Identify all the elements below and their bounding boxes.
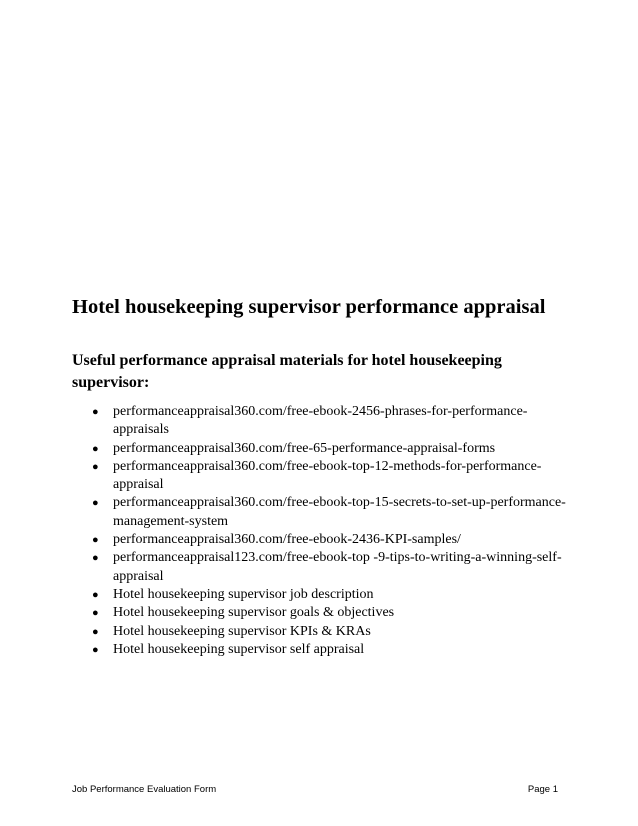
bullet-icon: ● bbox=[92, 607, 99, 620]
list-item[interactable] bbox=[92, 440, 572, 458]
bullet-icon: ● bbox=[92, 552, 99, 565]
bullet-icon: ● bbox=[92, 643, 99, 656]
list-item-text[interactable]: performanceappraisal123.com/free-ebook-top -9-tips-to-writing-a-winning-self-appraisal bbox=[113, 550, 562, 584]
bullet-icon: ● bbox=[92, 588, 99, 601]
list-item[interactable] bbox=[92, 458, 572, 495]
list-item-text[interactable]: performanceappraisal360.com/free-ebook-2436-KPI-samples/ bbox=[113, 532, 461, 548]
list-item bbox=[92, 604, 572, 622]
list-item[interactable] bbox=[92, 403, 572, 440]
list-item-text[interactable]: performanceappraisal360.com/free-ebook-top-12-methods-for-performance-appraisal bbox=[113, 458, 542, 493]
list-item-text[interactable]: performanceappraisal360.com/free-65-performance-appraisal-forms bbox=[113, 440, 496, 456]
list-item-text: Hotel housekeeping supervisor self appraisal bbox=[113, 641, 365, 657]
footer-document-name: Job Performance Evaluation Form bbox=[72, 784, 217, 795]
list-item-text: Hotel housekeeping supervisor goals & objectives bbox=[113, 605, 395, 621]
list-item bbox=[92, 586, 572, 604]
list-item-text: Hotel housekeeping supervisor KPIs & KRAs bbox=[113, 623, 371, 639]
list-item bbox=[92, 623, 572, 641]
list-item[interactable] bbox=[92, 531, 572, 549]
bullet-icon: ● bbox=[92, 625, 99, 638]
bullet-icon: ● bbox=[92, 497, 99, 510]
document-title: Hotel housekeeping supervisor performance appraisal bbox=[72, 296, 546, 318]
list-item[interactable] bbox=[92, 549, 572, 586]
list-item-text[interactable]: performanceappraisal360.com/free-ebook-top-15-secrets-to-set-up-performance-management-system bbox=[113, 495, 566, 529]
resource-link-list bbox=[92, 403, 572, 659]
footer-page-number: Page 1 bbox=[527, 784, 558, 795]
bullet-icon: ● bbox=[92, 406, 99, 418]
list-item-text[interactable]: performanceappraisal360.com/free-ebook-2456-phrases-for-performance-appraisals bbox=[113, 404, 528, 438]
document-subtitle: Useful performance appraisal materials for hotel housekeeping supervisor: bbox=[72, 352, 502, 391]
list-item-text: Hotel housekeeping supervisor job description bbox=[113, 586, 374, 602]
list-item bbox=[92, 641, 572, 659]
bullet-icon: ● bbox=[92, 442, 99, 455]
bullet-icon: ● bbox=[92, 534, 99, 547]
list-item[interactable] bbox=[92, 494, 572, 531]
bullet-icon: ● bbox=[92, 460, 99, 473]
